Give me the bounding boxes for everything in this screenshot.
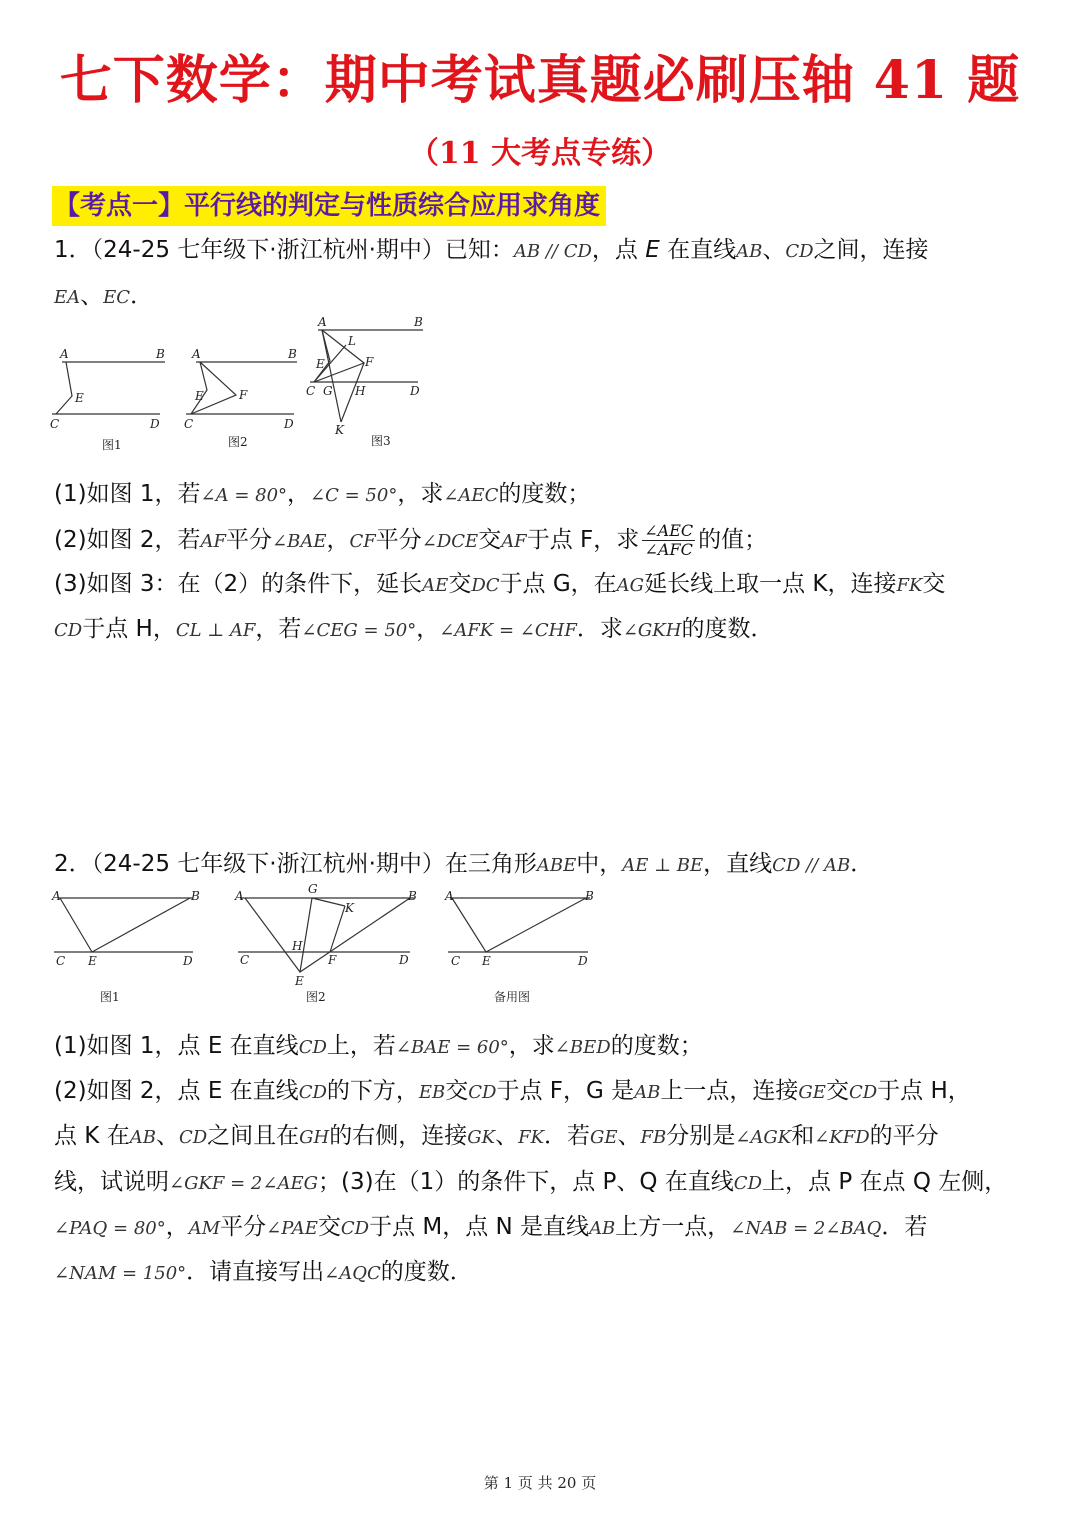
q1-text: E bbox=[645, 237, 660, 263]
q1-math: ∠CEG = 50° bbox=[301, 620, 417, 641]
q2-math: CD bbox=[298, 1082, 327, 1103]
q2-math: ∠NAM = 150° bbox=[54, 1263, 187, 1284]
q2-text: 分别是 bbox=[666, 1123, 736, 1149]
q1-math: CL ⊥ AF bbox=[175, 620, 256, 641]
q1-text: ，若 bbox=[255, 616, 302, 642]
q1-math: CD bbox=[54, 620, 83, 641]
q2-text: ， bbox=[165, 1214, 189, 1240]
q2-figure-2 bbox=[238, 898, 414, 972]
q1-math: ∠AEC bbox=[443, 485, 499, 506]
page-footer: 第 1 页 共 20 页 bbox=[483, 1474, 597, 1492]
svg-text:K: K bbox=[345, 901, 354, 915]
q2-text: 上方一点， bbox=[615, 1214, 731, 1240]
q2-math: CD bbox=[848, 1082, 878, 1103]
q1-math: AG bbox=[616, 575, 645, 596]
q1-text: (2)如图 2，若 bbox=[54, 527, 201, 553]
q2-math: GH bbox=[299, 1127, 330, 1148]
q2-math: GE bbox=[590, 1127, 618, 1148]
q2-text: 中， bbox=[576, 851, 623, 877]
svg-text:B: B bbox=[414, 315, 423, 329]
q2-math: GE bbox=[798, 1082, 826, 1103]
svg-text:A: A bbox=[52, 889, 61, 903]
q2-text: ．若 bbox=[881, 1214, 928, 1240]
svg-text:D: D bbox=[284, 417, 294, 431]
q2-text: 和 bbox=[791, 1123, 815, 1149]
q2-part-3-cont bbox=[54, 1211, 927, 1245]
q2-text: 的度数； bbox=[610, 1033, 703, 1059]
q1-text: 交 bbox=[478, 527, 502, 553]
q1-math: EC bbox=[103, 287, 131, 308]
q2-text: 于点 F，G 是 bbox=[496, 1078, 635, 1104]
q1-text: ， bbox=[416, 616, 440, 642]
q2-text: ，直线 bbox=[703, 851, 773, 877]
q1-math: ∠GKH bbox=[622, 620, 682, 641]
q2-math: AB bbox=[634, 1082, 661, 1103]
q2-text: 的下方， bbox=[326, 1078, 419, 1104]
q1-math: FK bbox=[896, 575, 923, 596]
q2-math: CD bbox=[178, 1127, 208, 1148]
q1-text: 于点 H， bbox=[82, 616, 176, 642]
q2-caption-1: 图1 bbox=[100, 990, 120, 1004]
q2-text: 交 bbox=[317, 1214, 341, 1240]
svg-text:D: D bbox=[410, 384, 420, 398]
q1-caption-3: 图3 bbox=[371, 434, 391, 448]
svg-text:E: E bbox=[75, 391, 84, 405]
q2-math: ABE bbox=[536, 855, 577, 876]
svg-text:K: K bbox=[335, 423, 344, 437]
q1-text: 之间，连接 bbox=[813, 237, 929, 263]
q2-math: AE ⊥ BE bbox=[622, 855, 704, 876]
q2-text: 上，若 bbox=[326, 1033, 396, 1059]
q1-caption-2: 图2 bbox=[228, 435, 248, 449]
q2-part-3-end bbox=[54, 1256, 473, 1290]
q2-math: CD bbox=[298, 1037, 327, 1058]
q2-text: 平分 bbox=[220, 1214, 267, 1240]
svg-text:D: D bbox=[399, 953, 409, 967]
q2-text: ．请直接写出 bbox=[186, 1259, 325, 1285]
svg-text:F: F bbox=[328, 953, 337, 967]
q1-caption-1: 图1 bbox=[102, 438, 122, 452]
q1-text: ，点 bbox=[591, 237, 646, 263]
q2-part-2-cont bbox=[54, 1120, 939, 1154]
q2-text: (2)如图 2，点 E 在直线 bbox=[54, 1078, 299, 1104]
q2-math: ∠AQC bbox=[324, 1263, 381, 1284]
svg-text:B: B bbox=[408, 889, 417, 903]
q1-text: 于点 F，求 bbox=[526, 527, 640, 553]
q1-math: EA bbox=[54, 287, 81, 308]
q2-part-2 bbox=[54, 1075, 971, 1109]
q2-text: 点 K 在 bbox=[54, 1123, 130, 1149]
svg-text:A: A bbox=[192, 347, 201, 361]
q2-math: CD bbox=[733, 1173, 763, 1194]
q1-text: 延长线上取一点 K，连接 bbox=[644, 571, 897, 597]
q1-text: ．求 bbox=[576, 616, 623, 642]
q1-math: CD bbox=[785, 241, 814, 262]
q1-fraction-denominator: ∠AFC bbox=[644, 540, 693, 559]
q2-caption-2: 图2 bbox=[306, 990, 326, 1004]
svg-text:H: H bbox=[292, 939, 303, 953]
q2-text: 的平分 bbox=[869, 1123, 939, 1149]
q1-math: AB // CD bbox=[513, 241, 592, 262]
q2-math: ∠PAQ = 80° bbox=[54, 1218, 166, 1239]
q2-part-1 bbox=[54, 1030, 703, 1064]
svg-text:D: D bbox=[578, 954, 588, 968]
svg-text:B: B bbox=[585, 889, 594, 903]
svg-text:B: B bbox=[191, 889, 200, 903]
svg-text:C: C bbox=[56, 954, 66, 968]
q2-text: 上，点 P 在点 Q 左侧， bbox=[762, 1169, 1008, 1195]
q2-text: 、 bbox=[495, 1123, 519, 1149]
q2-math: CD bbox=[468, 1082, 497, 1103]
q1-math: ∠DCE bbox=[421, 531, 479, 552]
q2-text: ；(3)在（1）的条件下，点 P、Q 在直线 bbox=[317, 1169, 734, 1195]
q1-math: AF bbox=[200, 531, 227, 552]
q1-math: AB bbox=[736, 241, 763, 262]
svg-text:A: A bbox=[235, 889, 244, 903]
q1-math: ∠BAE bbox=[272, 531, 327, 552]
svg-text:E: E bbox=[195, 389, 204, 403]
q1-math: AE bbox=[422, 575, 449, 596]
q2-math: ∠KFD bbox=[814, 1127, 870, 1148]
q1-text: 的值； bbox=[698, 527, 768, 553]
q2-text: 于点 H， bbox=[877, 1078, 971, 1104]
q2-math: FK bbox=[518, 1127, 545, 1148]
q2-text: 交 bbox=[445, 1078, 469, 1104]
q1-text: (3)如图 3：在（2）的条件下，延长 bbox=[54, 571, 423, 597]
q1-math: ∠A = 80° bbox=[200, 485, 288, 506]
q1-text: 1．（24-25 七年级下·浙江杭州·期中）已知： bbox=[54, 237, 514, 263]
q1-text: (1)如图 1，若 bbox=[54, 481, 201, 507]
q1-math: DC bbox=[471, 575, 500, 596]
q2-math: ∠PAE bbox=[266, 1218, 318, 1239]
q1-math: AF bbox=[501, 531, 527, 552]
q2-text: 2．（24-25 七年级下·浙江杭州·期中）在三角形 bbox=[54, 851, 537, 877]
svg-text:A: A bbox=[60, 347, 69, 361]
q2-math: AB bbox=[589, 1218, 616, 1239]
svg-text:B: B bbox=[156, 347, 165, 361]
q2-figure-2-labels bbox=[234, 882, 417, 1004]
q1-text: 的度数． bbox=[681, 616, 774, 642]
q2-caption-3: 备用图 bbox=[494, 990, 531, 1004]
q2-text: 上一点，连接 bbox=[660, 1078, 799, 1104]
q2-math: AM bbox=[188, 1218, 221, 1239]
q1-text: 于点 G，在 bbox=[499, 571, 617, 597]
q1-text: ， bbox=[287, 481, 311, 507]
svg-text:H: H bbox=[355, 384, 366, 398]
q2-text: 、 bbox=[617, 1123, 641, 1149]
svg-text:D: D bbox=[150, 417, 160, 431]
svg-text:A: A bbox=[318, 315, 327, 329]
topic-heading: 【考点一】平行线的判定与性质综合应用求角度 bbox=[52, 186, 606, 226]
q2-figure-1-labels bbox=[51, 889, 200, 1004]
q2-text: 交 bbox=[825, 1078, 849, 1104]
q2-figure-3 bbox=[448, 898, 590, 952]
q2-math: ∠GKF = 2∠AEG bbox=[169, 1173, 318, 1194]
q2-text: 之间且在 bbox=[207, 1123, 300, 1149]
q1-fraction-numerator: ∠AEC bbox=[644, 521, 694, 540]
q2-math: ∠AGK bbox=[735, 1127, 792, 1148]
svg-text:C: C bbox=[184, 417, 194, 431]
q1-math: ∠C = 50° bbox=[310, 485, 398, 506]
q2-text: 的度数． bbox=[380, 1259, 473, 1285]
q2-text: 于点 M，点 N 是直线 bbox=[369, 1214, 590, 1240]
q1-text: 交 bbox=[448, 571, 472, 597]
q2-math: CD bbox=[340, 1218, 370, 1239]
svg-text:D: D bbox=[183, 954, 193, 968]
svg-text:G: G bbox=[308, 882, 318, 896]
q2-math: ∠BAE = 60° bbox=[395, 1037, 509, 1058]
svg-text:F: F bbox=[239, 388, 248, 402]
q2-math: AB bbox=[129, 1127, 156, 1148]
q1-text: 平分 bbox=[226, 527, 273, 553]
page-subtitle: （11 大考点专练） bbox=[408, 136, 672, 171]
q1-text: ． bbox=[130, 283, 154, 309]
svg-text:C: C bbox=[306, 384, 316, 398]
q1-math: ∠AFK = ∠CHF bbox=[439, 620, 577, 641]
q1-text: 、 bbox=[762, 237, 786, 263]
svg-text:B: B bbox=[288, 347, 297, 361]
q2-math: GK bbox=[467, 1127, 496, 1148]
svg-text:G: G bbox=[323, 384, 333, 398]
svg-text:E: E bbox=[295, 974, 304, 988]
q2-math: ∠BED bbox=[554, 1037, 611, 1058]
q1-text: 平分 bbox=[375, 527, 422, 553]
q2-math: CD // AB bbox=[772, 855, 851, 876]
q2-part-3 bbox=[54, 1166, 1007, 1200]
q2-text: ，求 bbox=[508, 1033, 555, 1059]
svg-text:L: L bbox=[348, 334, 356, 348]
q2-figure-1 bbox=[54, 898, 193, 952]
q2-text: 、 bbox=[155, 1123, 179, 1149]
q2-text: (1)如图 1，点 E 在直线 bbox=[54, 1033, 299, 1059]
q2-text: ．若 bbox=[544, 1123, 591, 1149]
svg-text:C: C bbox=[240, 953, 250, 967]
q2-text: 线，试说明 bbox=[54, 1169, 169, 1195]
q1-text: 的度数； bbox=[498, 481, 591, 507]
q2-math: ∠NAB = 2∠BAQ bbox=[730, 1218, 882, 1239]
q1-text: 、 bbox=[80, 283, 104, 309]
q1-text: 在直线 bbox=[659, 237, 737, 263]
q1-math: CF bbox=[349, 531, 376, 552]
q1-text: 交 bbox=[922, 571, 946, 597]
q1-text: ，求 bbox=[397, 481, 444, 507]
svg-text:F: F bbox=[365, 355, 374, 369]
svg-text:C: C bbox=[50, 417, 60, 431]
q2-text: ． bbox=[850, 851, 874, 877]
svg-text:E: E bbox=[482, 954, 491, 968]
svg-text:C: C bbox=[451, 954, 461, 968]
q2-math: FB bbox=[640, 1127, 667, 1148]
page-title: 七下数学：期中考试真题必刷压轴 41 题 bbox=[59, 50, 1021, 111]
q2-text: 的右侧，连接 bbox=[329, 1123, 468, 1149]
svg-text:E: E bbox=[88, 954, 97, 968]
svg-text:A: A bbox=[445, 889, 454, 903]
svg-text:E: E bbox=[316, 357, 325, 371]
q1-text: ， bbox=[326, 527, 350, 553]
q2-math: EB bbox=[418, 1082, 446, 1103]
